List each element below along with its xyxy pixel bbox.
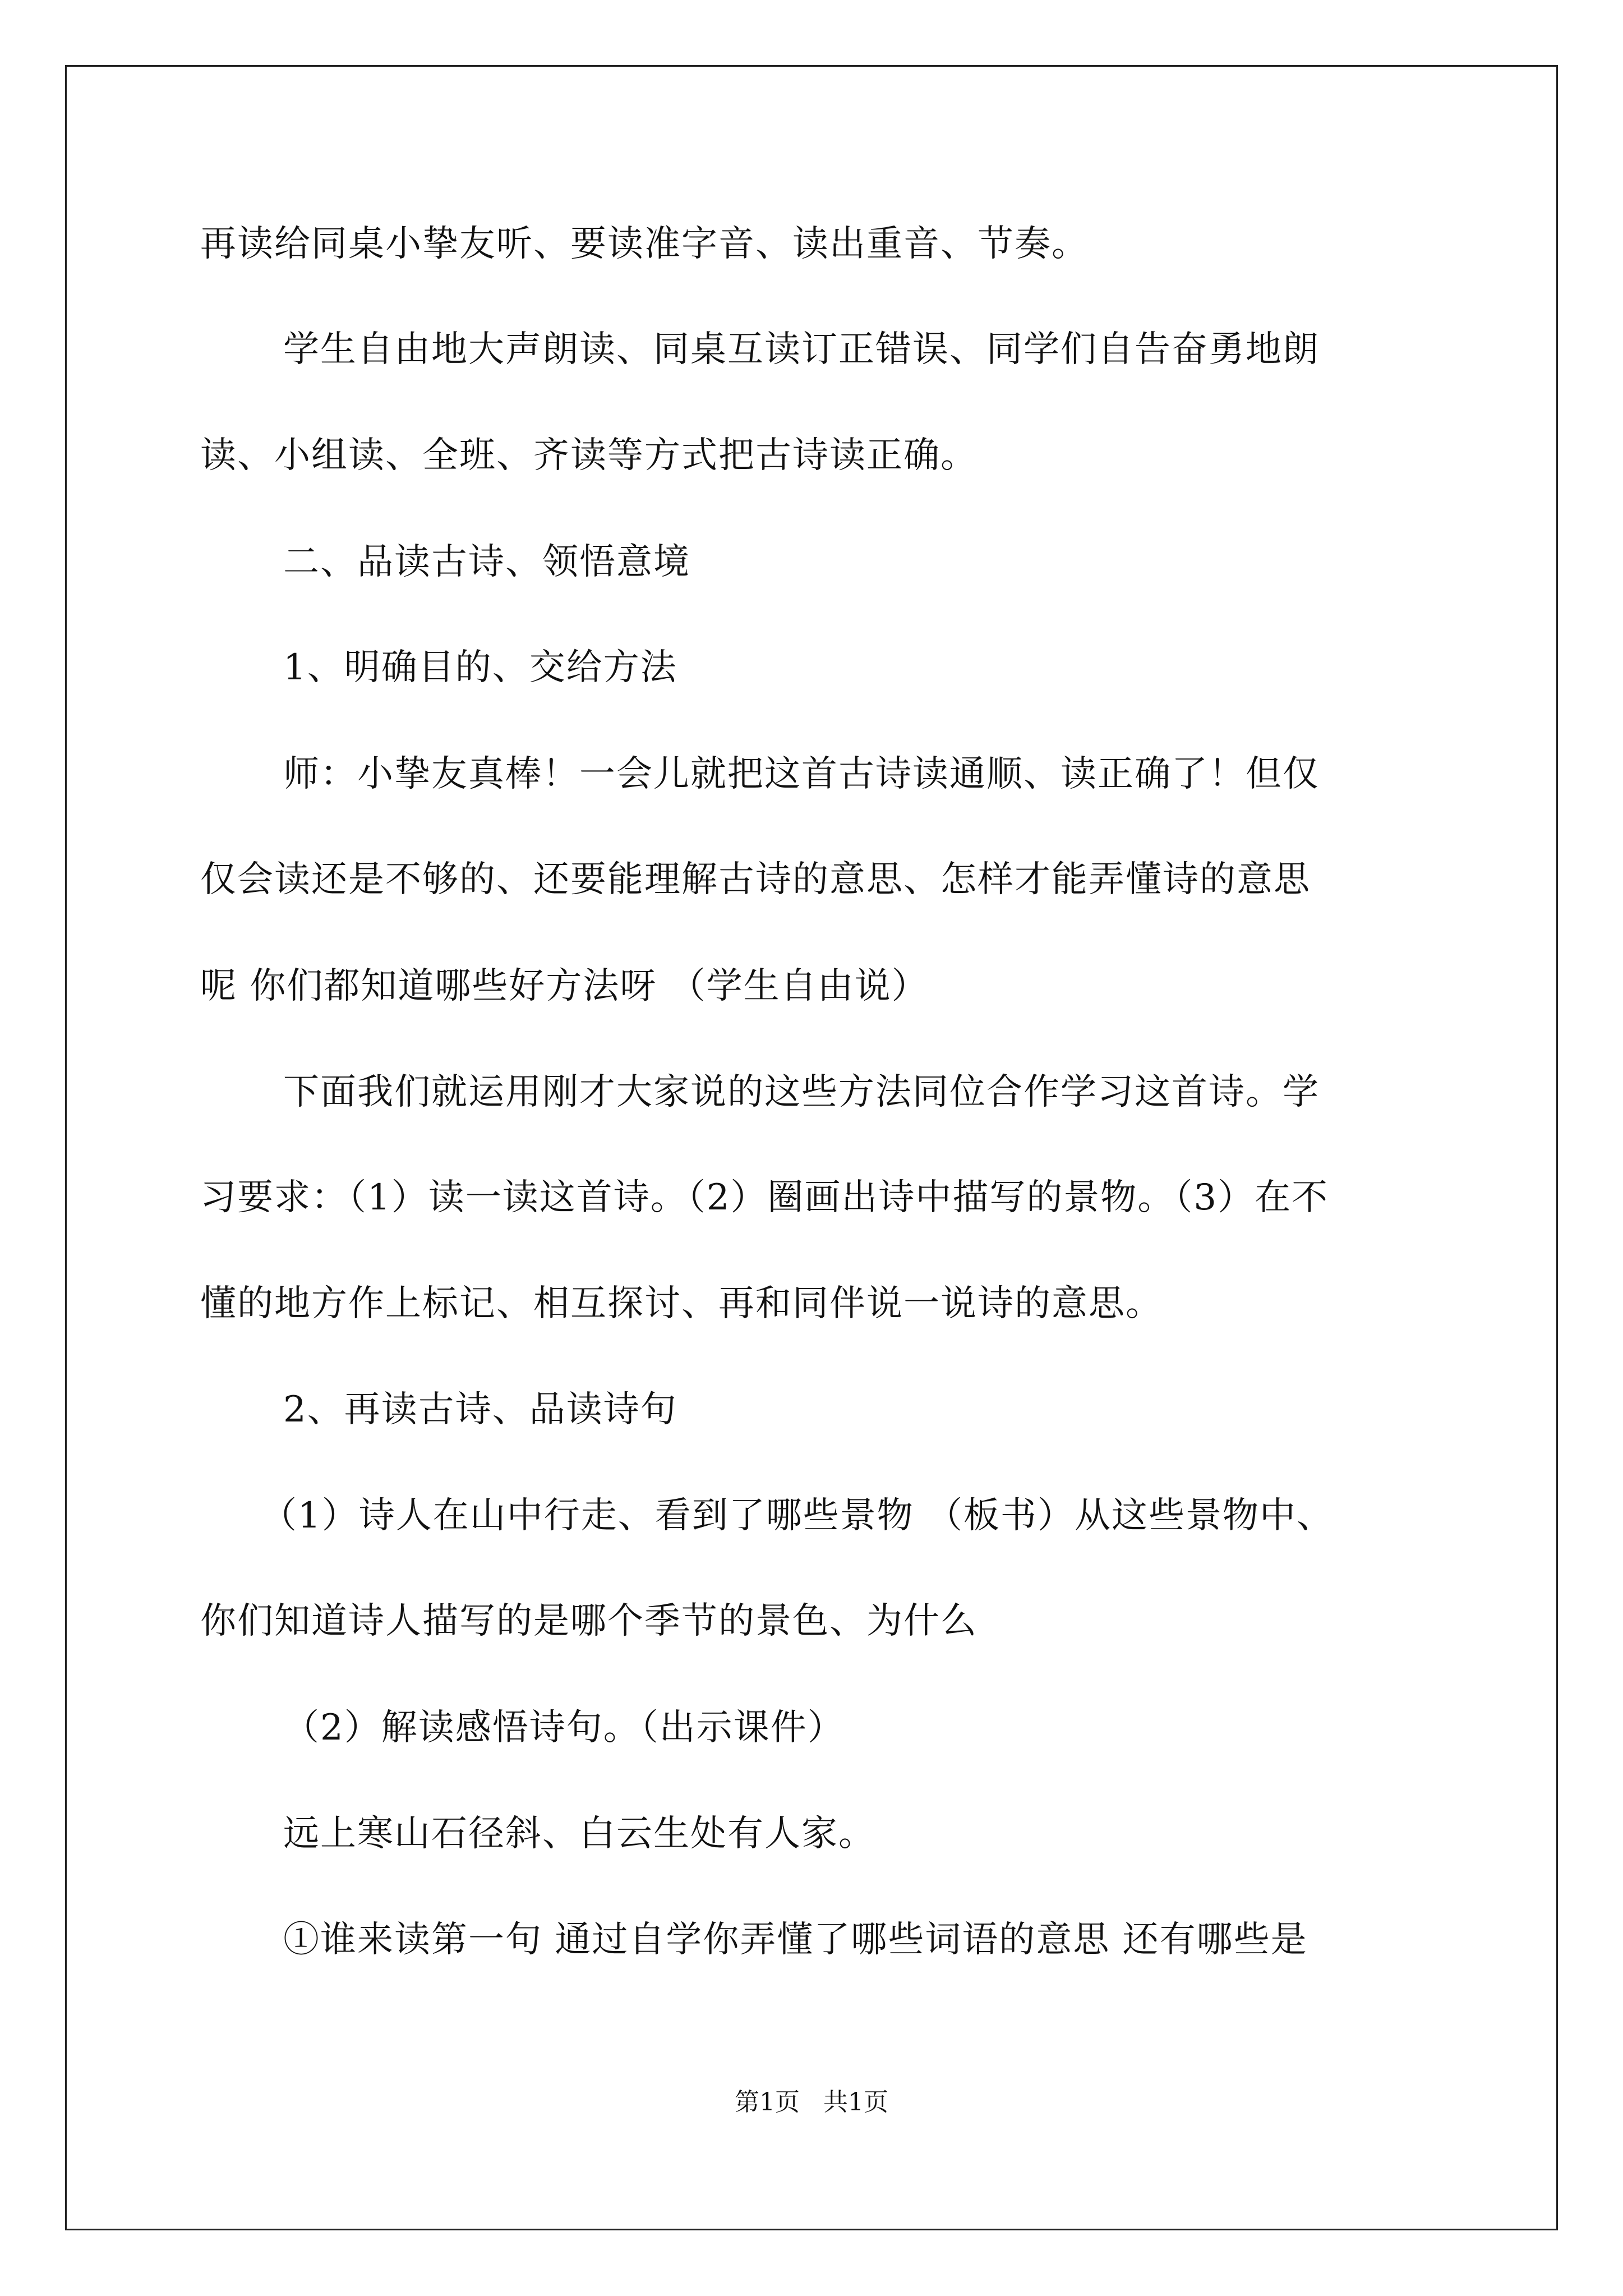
text-line-7: 仅会读还是不够的、还要能理解古诗的意思、怎样才能弄懂诗的意思 [200,859,1311,900]
text-line-11: 懂的地方作上标记、相互探讨、再和同伴说一说诗的意思。 [200,1283,1163,1324]
text-line-17: ①谁来读第一句 通过自学你弄懂了哪些词语的意思 还有哪些是 [283,1919,1308,1961]
text-line-2: 学生自由地大声朗读、同桌互读订正错误、同学们自告奋勇地朗 [283,329,1320,370]
text-line-9: 下面我们就运用刚才大家说的这些方法同位合作学习这首诗。学 [283,1071,1320,1113]
text-line-5: 1、明确目的、交给方法 [283,647,677,688]
text-line-1: 再读给同桌小挚友听、要读准字音、读出重音、节奏。 [200,223,1089,265]
text-line-15: （2）解读感悟诗句。（出示课件） [283,1707,845,1749]
text-line-3: 读、小组读、全班、齐读等方式把古诗读正确。 [200,435,978,476]
text-line-4: 二、品读古诗、领悟意境 [283,541,690,583]
text-line-8: 呢 你们都知道哪些好方法呀 （学生自由说） [200,965,929,1007]
text-line-13: （1）诗人在山中行走、看到了哪些景物 （板书）从这些景物中、 [261,1495,1334,1536]
text-line-16: 远上寒山石径斜、白云生处有人家。 [283,1813,875,1855]
text-line-14: 你们知道诗人描写的是哪个季节的景色、为什么 [200,1600,978,1642]
text-line-6: 师：小挚友真棒！一会儿就把这首古诗读通顺、读正确了！但仅 [283,753,1320,795]
text-line-12: 2、再读古诗、品读诗句 [283,1389,677,1430]
page-footer: 第1页 共1页 [735,2088,888,2116]
page-border [65,65,1558,2230]
text-line-10: 习要求：（1）读一读这首诗。（2）圈画出诗中描写的景物。（3）在不 [200,1177,1329,1218]
